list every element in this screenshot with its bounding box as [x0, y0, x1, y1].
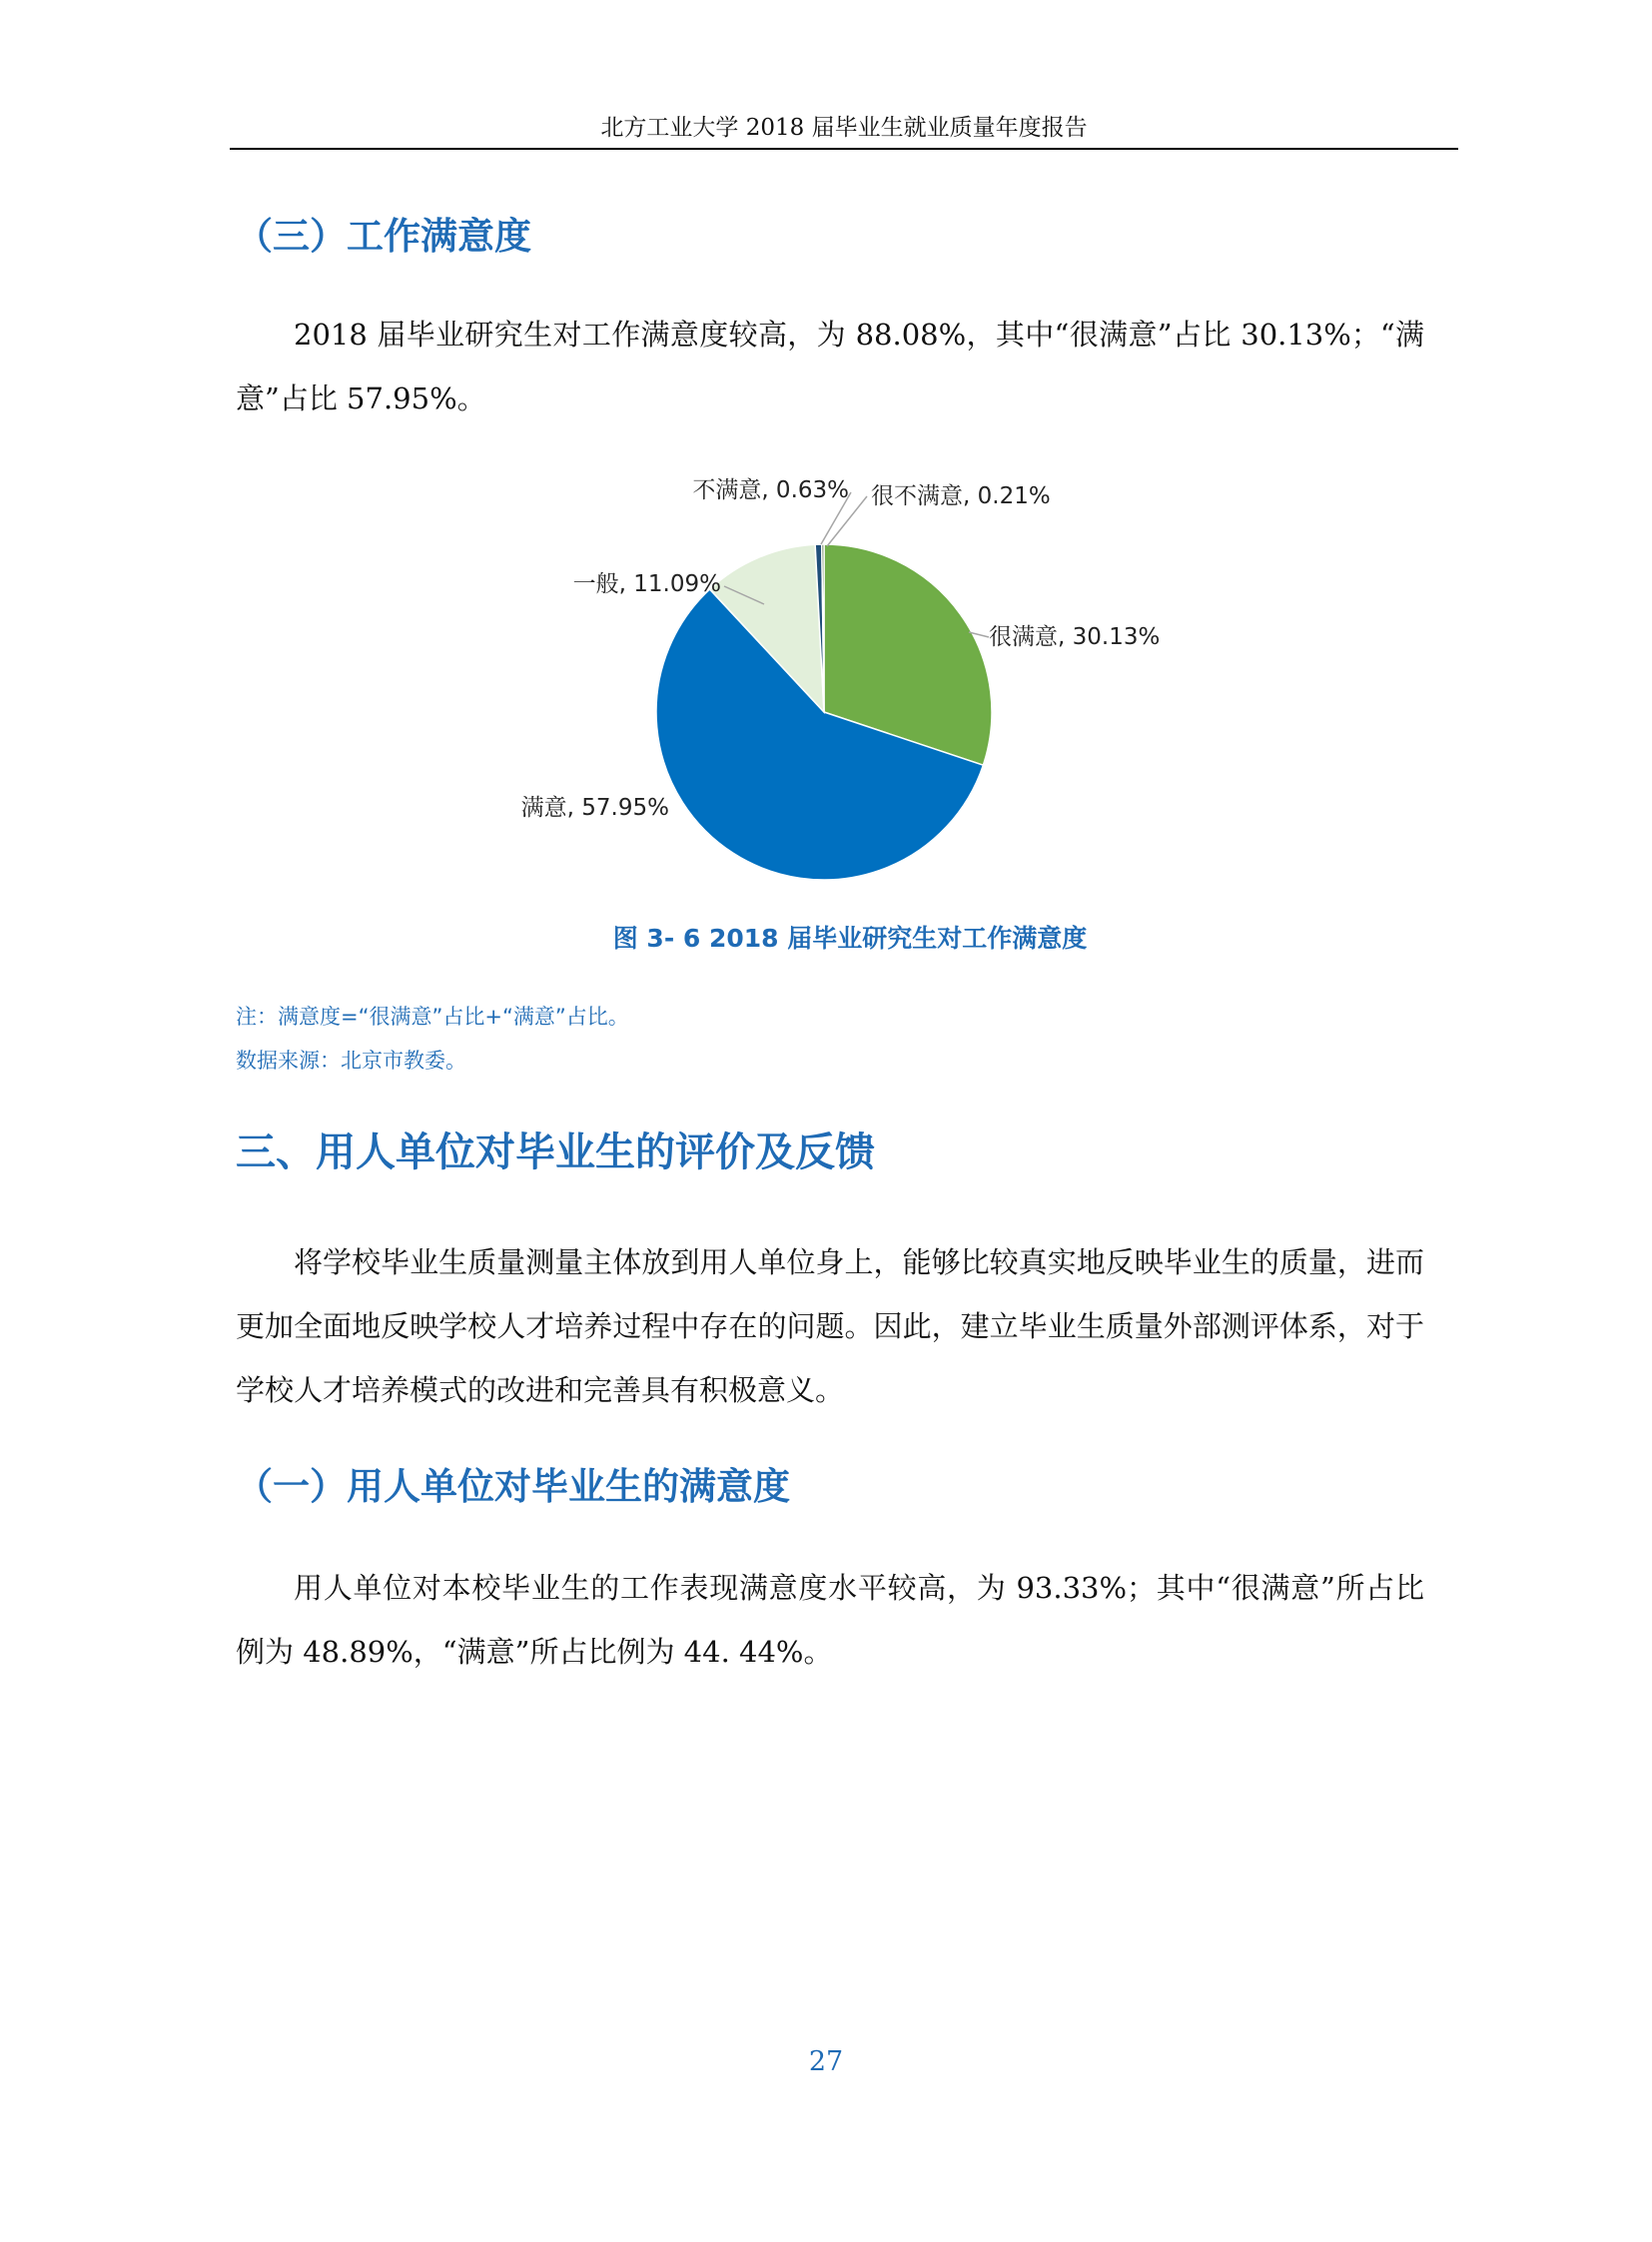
figure-source: 数据来源：北京市教委。: [236, 1049, 466, 1073]
figure-caption: 图 3- 6 2018 届毕业研究生对工作满意度: [612, 924, 1088, 953]
slice-label-1: 很满意, 30.13%: [989, 624, 1161, 650]
slice-label-2: 满意, 57.95%: [520, 795, 669, 821]
section-heading-employer-satisfaction: （一）用人单位对毕业生的满意度: [236, 1465, 790, 1508]
pie-chart-svg: [479, 454, 1199, 894]
figure-note: 注：满意度=“很满意”占比+“满意”占比。: [236, 1005, 629, 1029]
leader-line-5: [827, 496, 867, 546]
paragraph-employer-satisfaction: 用人单位对本校毕业生的工作表现满意度水平较高，为 93.33%；其中“很满意”所占比例为 48.89%，“满意”所占比例为 44. 44%。: [236, 1571, 1424, 1669]
header-rule: [230, 148, 1458, 150]
pie-chart: [479, 454, 1199, 894]
section-heading-employer-feedback: 三、用人单位对毕业生的评价及反馈: [236, 1129, 875, 1175]
section-heading-work-satisfaction: （三）工作满意度: [236, 215, 531, 258]
slice-label-5: 很不满意, 0.21%: [871, 483, 1051, 509]
slice-label-3: 一般, 11.09%: [572, 571, 721, 597]
slice-label-4: 不满意, 0.63%: [692, 477, 849, 503]
running-header: 北方工业大学 2018 届毕业生就业质量年度报告: [600, 115, 1088, 141]
page-number: 27: [808, 2046, 844, 2077]
paragraph-work-satisfaction: 2018 届毕业研究生对工作满意度较高，为 88.08%，其中“很满意”占比 30.13%；“满意”占比 57.95%。: [236, 318, 1424, 415]
paragraph-employer-feedback: 将学校毕业生质量测量主体放到用人单位身上，能够比较真实地反映毕业生的质量，进而更加全面地反映学校人才培养过程中存在的问题。因此，建立毕业生质量外部测评体系，对于学校人才培养模式的改进和完善具有积极意义。: [236, 1245, 1424, 1407]
